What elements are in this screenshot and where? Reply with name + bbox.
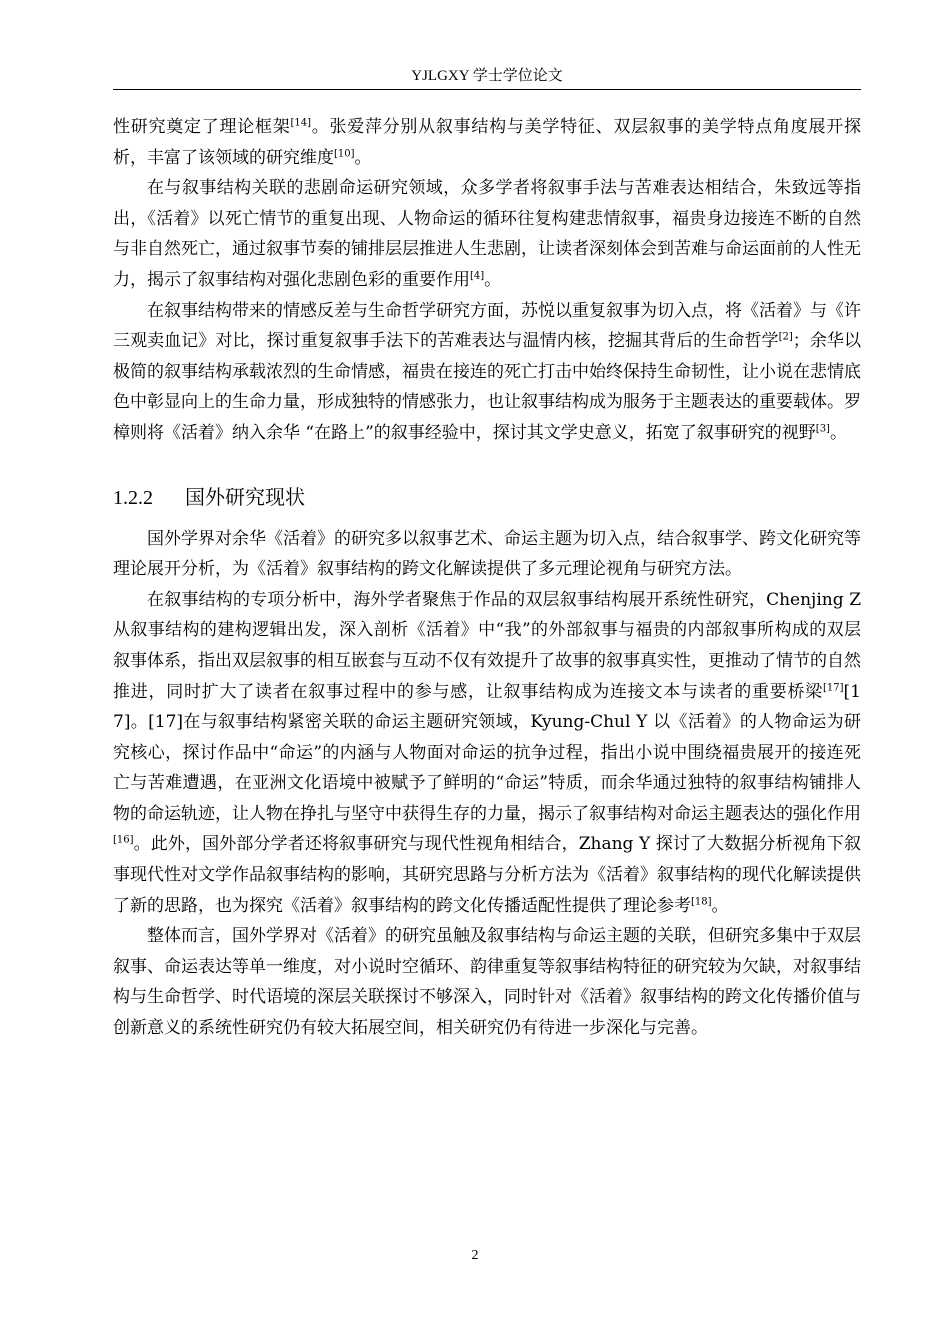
paragraph-text: 国外学界对余华《活着》的研究多以叙事艺术、命运主题为切入点，结合叙事学、跨文化研究等理论展开分析，为《活着》叙事结构的跨文化解读提供了多元理论视角与研究方法。 bbox=[113, 528, 861, 580]
paragraph-text: 。张爱萍分别从叙事结构与美学特征、双层叙事的美学特点角度展开探析，丰富了该领域的研究维度 bbox=[113, 117, 862, 168]
paragraph-text: 整体而言，国外学界对《活着》的研究虽触及叙事结构与命运主题的关联，但研究多集中于双层叙事、命运表达等单一维度，对小说时空循环、韵律重复等叙事结构特征的研究较为欠缺，对叙事结构与生命哲学、时代语境的深层关联探讨不够深入，同时针对《活着》叙事结构的跨文化传播价值与创新意义的系统性研究仍有较大拓展空间，相关研究仍有待进一步深化与完善。 bbox=[113, 926, 861, 1039]
paragraph bbox=[113, 173, 861, 295]
paragraph-text: 。 bbox=[829, 422, 847, 443]
section-title: 国外研究现状 bbox=[185, 484, 305, 509]
document-body bbox=[113, 112, 861, 1044]
citation-ref: [3] bbox=[815, 423, 830, 435]
citation-ref: [10] bbox=[334, 147, 355, 159]
paragraph-text: 在与叙事结构关联的悲剧命运研究领域，众多学者将叙事手法与苦难表达相结合，朱致远等指出，《活着》以死亡情节的重复出现、人物命运的循环往复构建悲情叙事，福贵身边接连不断的自然与非自然死亡，通过叙事节奏的铺排层层推进人生悲剧，让读者深刻体会到苦难与命运面前的人性无力，揭示了叙事结构对强化悲剧色彩的重要作用 bbox=[113, 178, 861, 290]
running-header: YJLGXY 学士学位论文 bbox=[411, 68, 563, 84]
paragraph-text: 。 bbox=[484, 269, 502, 290]
paragraph-text: 在叙事结构的专项分析中，海外学者聚焦于作品的双层叙事结构展开系统性研究，Chenjing Z 从叙事结构的建构逻辑出发，深入剖析《活着》中“我”的外部叙事与福贵的内部叙事所构成的双层叙事体系，指出双层叙事的相互嵌套与互动不仅有效提升了故事的叙事真实性，更推动了情节的自然推进，同时扩大了读者在叙事过程中的参与感，让叙事结构成为连接文本与读者的重要桥梁 bbox=[113, 589, 861, 702]
paragraph bbox=[113, 921, 861, 1043]
paragraph-text: [17]。[17]在与叙事结构紧密关联的命运主题研究领域，Kyung-Chul Y 以《活着》的人物命运为研究核心，探讨作品中“命运”的内涵与人物面对命运的抗争过程，指出小说中围绕福贵展开的接连死亡与苦难遭遇，在亚洲文化语境中被赋予了鲜明的“命运”特质，而余华通过独特的叙事结构铺排人物的命运轨迹，让人物在挣扎与坚守中获得生存的力量，揭示了叙事结构对命运主题表达的强化作用 bbox=[113, 681, 861, 824]
paragraph-text: 。 bbox=[711, 895, 729, 916]
citation-ref: [14] bbox=[290, 117, 311, 129]
paragraph-text: 。 bbox=[354, 147, 372, 168]
citation-ref: [16] bbox=[113, 834, 134, 846]
citation-ref: [17] bbox=[823, 681, 844, 693]
citation-ref: [4] bbox=[470, 270, 485, 282]
paragraph bbox=[113, 112, 861, 173]
citation-ref: [2] bbox=[778, 331, 793, 343]
paragraph bbox=[113, 585, 861, 922]
header-rule bbox=[113, 89, 861, 90]
paragraph-group-domestic bbox=[113, 112, 861, 449]
page-number: 2 bbox=[471, 1248, 479, 1263]
paragraph-text: 在叙事结构带来的情感反差与生命哲学研究方面，苏悦以重复叙事为切入点，将《活着》与《许三观卖血记》对比，探讨重复叙事手法下的苦难表达与温情内核，挖掘其背后的生命哲学 bbox=[113, 300, 861, 352]
section-heading bbox=[113, 483, 861, 512]
section-number: 1.2.2 bbox=[113, 486, 153, 509]
paragraph bbox=[113, 524, 861, 585]
paragraph-text: 性研究奠定了理论框架 bbox=[113, 117, 291, 137]
paragraph-group-foreign bbox=[113, 524, 861, 1044]
paragraph-text: ；余华以极简的叙事结构承载浓烈的生命情感，福贵在接连的死亡打击中始终保持生命韧性，让小说在悲情底色中彰显向上的生命力量，形成独特的情感张力，也让叙事结构成为服务于主题表达的重要载体。罗樟则将《活着》纳入余华 “在路上”的叙事经验中，探讨其文学史意义，拓宽了叙事研究的视野 bbox=[113, 331, 861, 443]
citation-ref: [18] bbox=[691, 896, 712, 907]
paragraph-text: 。此外，国外部分学者还将叙事研究与现代性视角相结合，Zhang Y 探讨了大数据分析视角下叙事现代性对文学作品叙事结构的影响，其研究思路与分析方法为《活着》叙事结构的现代化解读提供了新的思路，也为探究《活着》叙事结构的跨文化传播适配性提供了理论参考 bbox=[113, 834, 861, 916]
paragraph bbox=[113, 296, 861, 449]
